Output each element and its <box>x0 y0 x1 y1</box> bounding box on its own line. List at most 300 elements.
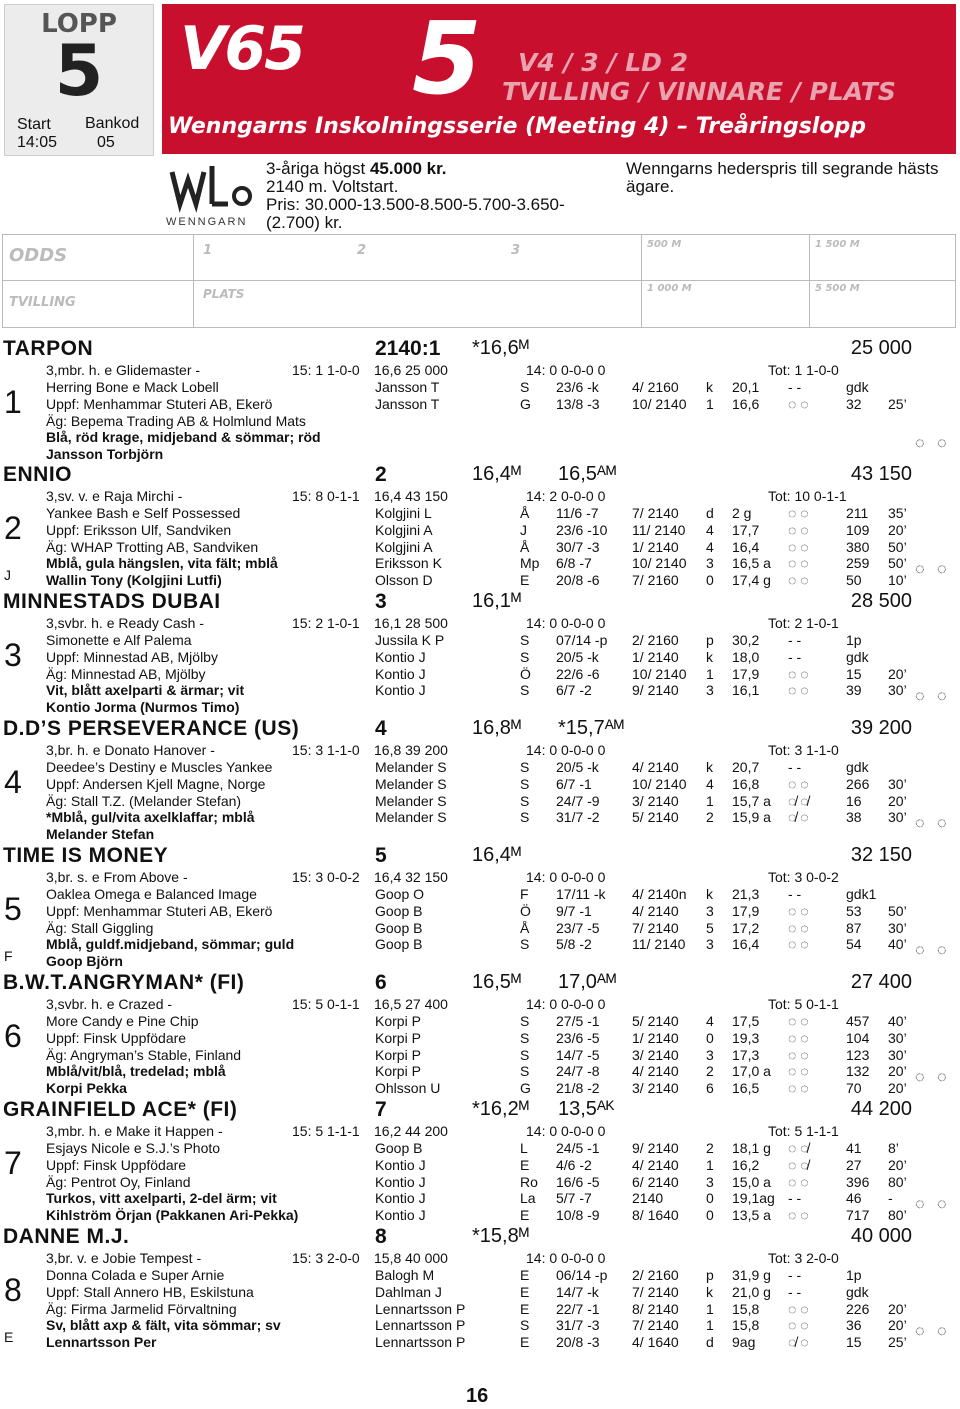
post-position: 4 <box>4 764 22 800</box>
plats-label: PLATS <box>203 287 245 301</box>
horse-record: *16,2ᴹ <box>472 1098 529 1120</box>
horse-record-2: *15,7ᴬᴹ <box>558 717 624 739</box>
race-big-number: 5 <box>412 0 482 117</box>
start-cc: ◌̸ ◌ <box>788 1334 809 1351</box>
post-letter: E <box>4 1329 14 1345</box>
race-title: Wenngarns Inskolningsserie (Meeting 4) – Treåringslopp <box>168 114 866 139</box>
start-trk: Å <box>520 538 530 555</box>
start-odds: 27 <box>846 1156 862 1173</box>
start-time: 15,7 a <box>732 792 771 809</box>
start-prize: 50’ <box>888 538 907 555</box>
horse-record: 16,5ᴹ <box>472 971 522 993</box>
start-trk: E <box>520 1207 530 1224</box>
horse-record: *16,6ᴹ <box>472 337 529 359</box>
stat-total: Tot: 5 1-1-1 <box>768 1123 839 1139</box>
game-tags: V4 / 3 / LD 2 <box>518 48 688 77</box>
start-res: p <box>706 1267 714 1283</box>
start-date: 9/7 -1 <box>556 902 592 919</box>
start-time: 31,9 g <box>732 1267 771 1283</box>
stat-2015: 15: 5 1-1-1 <box>292 1123 360 1139</box>
start-time: 16,8 <box>732 775 760 792</box>
horse-record: 16,1ᴹ <box>472 590 522 612</box>
horse-name: TARPON <box>3 337 94 360</box>
start-res: 1 <box>706 1317 714 1334</box>
start-pos: 3/ 2140 <box>632 1080 679 1097</box>
horse-pedigree: 3,br. h. e Donato Hanover - <box>46 742 215 758</box>
start-res: 5 <box>706 919 714 936</box>
start-pos: 9/ 2140 <box>632 682 679 699</box>
start-res: 2 <box>706 809 714 826</box>
start-res: 1 <box>706 395 714 412</box>
start-drv: Goop B <box>375 919 423 936</box>
wenngarn-logo-icon <box>166 160 258 214</box>
post-position: 8 <box>4 1272 22 1308</box>
start-odds: 380 <box>846 538 870 555</box>
start-time: 16,4 <box>732 538 760 555</box>
start-trk: S <box>520 936 530 953</box>
horse-entry <box>0 590 960 717</box>
race-number-box <box>4 4 154 156</box>
start-drv: Balogh M <box>375 1267 435 1283</box>
start-drv: Kontio J <box>375 1207 426 1224</box>
shoe-icon: ◌ ◌ <box>915 942 951 959</box>
start-odds: 211 <box>846 505 869 521</box>
start-pos: 2/ 2160 <box>632 1267 679 1283</box>
start-cc: ◌ ◌ <box>788 1080 809 1097</box>
m1500: 1 500 M <box>815 239 860 250</box>
start-trk: E <box>520 1283 530 1300</box>
start-time: 16,6 <box>732 395 760 412</box>
horse-detail-line: Uppf: Andersen Kjell Magne, Norge <box>46 775 266 792</box>
horse-record-2: 16,5ᴬᴹ <box>558 463 617 485</box>
start-res: d <box>706 505 714 521</box>
post-position: 7 <box>4 1145 22 1181</box>
start-drv: Lennartsson P <box>375 1317 466 1334</box>
horse-name: ENNIO <box>3 463 73 486</box>
start-cc: - - <box>788 759 802 775</box>
start-odds: gdk <box>846 379 869 395</box>
start-date: 30/7 -3 <box>556 538 600 555</box>
start-date: 24/7 -8 <box>556 1063 600 1080</box>
start-drv: Melander S <box>375 759 447 775</box>
start-res: 3 <box>706 555 714 572</box>
start-drv: Melander S <box>375 792 447 809</box>
horse-entry <box>0 463 960 590</box>
start-drv: Dahlman J <box>375 1283 442 1300</box>
start-drv: Goop B <box>375 936 423 953</box>
start-cc: ◌ ◌̸ <box>788 1140 809 1156</box>
stat-2015: 15: 3 1-1-0 <box>292 742 360 758</box>
start-prize: 20’ <box>888 1156 907 1173</box>
record-earnings: 16,1 28 500 <box>374 615 448 631</box>
start-drv: Kontio J <box>375 1190 426 1207</box>
start-res: k <box>706 759 713 775</box>
start-cc: ◌ ◌ <box>788 521 809 538</box>
start-odds: 15 <box>846 1334 862 1351</box>
start-trk: E <box>520 1334 530 1351</box>
start-prize: 20’ <box>888 792 907 809</box>
horse-pedigree: 3,mbr. h. e Make it Happen - <box>46 1123 223 1139</box>
start-res: d <box>706 1334 714 1351</box>
start-res: 0 <box>706 1207 714 1224</box>
start-res: 3 <box>706 902 714 919</box>
start-drv: Kontio J <box>375 1173 426 1190</box>
start-drv: Lennartsson P <box>375 1300 466 1317</box>
start-date: 23/6 -k <box>556 379 599 395</box>
start-drv: Goop B <box>375 902 423 919</box>
start-prize: 20’ <box>888 1317 907 1334</box>
start-odds: 32 <box>846 395 862 412</box>
stat-total: Tot: 2 1-0-1 <box>768 615 839 631</box>
start-drv: Melander S <box>375 809 447 826</box>
start-prize: 50’ <box>888 902 907 919</box>
horse-pedigree: 3,svbr. h. e Ready Cash - <box>46 615 204 631</box>
start-prize: 35’ <box>888 505 907 521</box>
stat-2014: 14: 0 0-0-0 0 <box>526 362 606 378</box>
horse-detail-line: Äg: Firma Jarmelid Förvaltning <box>46 1300 237 1317</box>
start-prize: 80’ <box>888 1207 907 1224</box>
start-odds: gdk <box>846 1283 869 1300</box>
horse-detail-line: Äg: WHAP Trotting AB, Sandviken <box>46 538 259 555</box>
horse-pedigree: 3,sv. v. e Raja Mirchi - <box>46 488 183 504</box>
start-pos: 4/ 2140n <box>632 886 687 902</box>
start-odds: 70 <box>846 1080 862 1097</box>
start-cc: ◌ ◌ <box>788 1173 809 1190</box>
start-pos: 11/ 2140 <box>632 521 686 538</box>
start-drv: Kontio J <box>375 665 426 682</box>
start-trk: S <box>520 792 530 809</box>
start-trk: F <box>520 886 529 902</box>
start-drv: Olsson D <box>375 572 433 589</box>
start-odds: 15 <box>846 665 862 682</box>
cond-prizes: Pris: 30.000-13.500-8.500-5.700-3.650- <box>266 195 565 214</box>
start-time: 17,9 <box>732 665 760 682</box>
start-trk: Ro <box>520 1173 538 1190</box>
horse-detail-line: Sv, blått axp & fält, vita sömmar; sv <box>46 1317 281 1334</box>
start-odds: 266 <box>846 775 870 792</box>
horse-detail-line: Esjays Nicole e S.J.’s Photo <box>46 1140 221 1156</box>
start-date: 5/8 -2 <box>556 936 592 953</box>
start-time: 14:05 <box>17 134 58 151</box>
horse-detail-line: Kontio Jorma (Nurmos Timo) <box>46 699 240 716</box>
start-prize: 20’ <box>888 521 907 538</box>
start-odds: 46 <box>846 1190 862 1207</box>
start-prize: 30’ <box>888 775 907 792</box>
horse-pedigree: 3,br. v. e Jobie Tempest - <box>46 1250 202 1266</box>
horse-record-2: 17,0ᴬᴹ <box>558 971 617 993</box>
start-time: 30,2 <box>732 632 760 648</box>
horse-distance: 2 <box>375 463 387 486</box>
start-trk: E <box>520 1300 530 1317</box>
start-cc: ◌ ◌ <box>788 902 809 919</box>
start-trk: S <box>520 1029 530 1046</box>
start-odds: gdk <box>846 759 869 775</box>
start-drv: Goop B <box>375 1140 423 1156</box>
start-trk: Mp <box>520 555 540 572</box>
horse-earnings: 44 200 <box>850 1098 912 1120</box>
start-res: 2 <box>706 1063 714 1080</box>
start-date: 10/8 -9 <box>556 1207 600 1224</box>
game-logo: V65 <box>180 14 304 84</box>
start-pos: 2140 <box>632 1190 664 1207</box>
start-odds: 104 <box>846 1029 870 1046</box>
start-cc: ◌ ◌ <box>788 572 809 589</box>
record-earnings: 16,6 25 000 <box>374 362 448 378</box>
start-prize: 20’ <box>888 665 907 682</box>
start-date: 23/6 -5 <box>556 1029 600 1046</box>
horse-name: MINNESTADS DUBAI <box>3 590 221 613</box>
start-time: 16,4 <box>732 936 760 953</box>
start-time: 16,5 <box>732 1080 760 1097</box>
horse-earnings: 27 400 <box>850 971 912 993</box>
cond-a: 3-åriga högst <box>266 159 370 178</box>
horse-detail-line: Kihlström Örjan (Pakkanen Ari-Pekka) <box>46 1207 299 1224</box>
start-time: 16,1 <box>732 682 760 699</box>
start-date: 06/14 -p <box>556 1267 608 1283</box>
start-res: k <box>706 648 713 665</box>
stat-total: Tot: 3 0-0-2 <box>768 869 839 885</box>
start-date: 21/8 -2 <box>556 1080 600 1097</box>
m1000: 1 000 M <box>647 283 692 294</box>
sponsor-logo <box>166 160 258 228</box>
start-time: 15,9 a <box>732 809 771 826</box>
start-res: 3 <box>706 1046 714 1063</box>
start-time: 17,7 <box>732 521 760 538</box>
odds-label: ODDS <box>9 245 68 266</box>
start-date: 11/6 -7 <box>556 505 599 521</box>
record-earnings: 16,4 43 150 <box>374 488 448 504</box>
start-pos: 4/ 2140 <box>632 759 679 775</box>
start-cc: ◌ ◌ <box>788 1317 809 1334</box>
start-date: 20/8 -6 <box>556 572 600 589</box>
start-trk: S <box>520 759 530 775</box>
stat-2014: 14: 0 0-0-0 0 <box>526 996 606 1012</box>
start-date: 23/7 -5 <box>556 919 600 936</box>
start-drv: Eriksson K <box>375 555 442 572</box>
horse-detail-line: Lennartsson Per <box>46 1334 157 1351</box>
horse-detail-line: Donna Colada e Super Arnie <box>46 1267 225 1283</box>
horse-detail-line: Uppf: Stall Annero HB, Eskilstuna <box>46 1283 254 1300</box>
start-odds: 226 <box>846 1300 870 1317</box>
horse-record: *15,8ᴹ <box>472 1225 529 1247</box>
start-res: 1 <box>706 1300 714 1317</box>
start-time: 16,5 a <box>732 555 771 572</box>
start-trk: Ö <box>520 665 531 682</box>
start-drv: Kolgjini L <box>375 505 432 521</box>
extra-prize: Wenngarns hederspris till segrande hästs ägare. <box>626 159 939 196</box>
start-prize: 50’ <box>888 555 907 572</box>
start-date: 6/7 -1 <box>556 775 592 792</box>
start-cc: - - <box>788 648 802 665</box>
horse-entry <box>0 971 960 1098</box>
start-cc: - - <box>788 379 802 395</box>
start-time: 15,8 <box>732 1317 760 1334</box>
start-odds: 36 <box>846 1317 862 1334</box>
start-res: 4 <box>706 521 714 538</box>
start-trk: S <box>520 682 530 699</box>
start-pos: 1/ 2140 <box>632 1029 679 1046</box>
start-odds: 109 <box>846 521 870 538</box>
start-date: 20/5 -k <box>556 648 599 665</box>
start-time: 20,1 <box>732 379 760 395</box>
start-odds: 457 <box>846 1013 870 1029</box>
start-trk: Ö <box>520 902 531 919</box>
horse-name: GRAINFIELD ACE* (FI) <box>3 1098 238 1121</box>
start-date: 20/8 -3 <box>556 1334 600 1351</box>
start-cc: - - <box>788 632 802 648</box>
start-odds: 259 <box>846 555 870 572</box>
start-drv: Jansson T <box>375 395 440 412</box>
start-res: k <box>706 886 713 902</box>
start-time: 20,7 <box>732 759 760 775</box>
start-pos: 2/ 2160 <box>632 632 679 648</box>
record-earnings: 16,8 39 200 <box>374 742 448 758</box>
start-time: 17,2 <box>732 919 760 936</box>
horse-detail-line: Uppf: Menhammar Stuteri AB, Ekerö <box>46 902 273 919</box>
horse-detail-line: Uppf: Finsk Uppfödare <box>46 1156 187 1173</box>
horse-entry <box>0 844 960 971</box>
start-drv: Ohlsson U <box>375 1080 441 1097</box>
horse-detail-line: Oaklea Omega e Balanced Image <box>46 886 257 902</box>
start-res: 1 <box>706 1156 714 1173</box>
start-date: 31/7 -2 <box>556 809 600 826</box>
start-cc: ◌ ◌ <box>788 919 809 936</box>
stat-2015: 15: 3 0-0-2 <box>292 869 360 885</box>
horse-record: 16,8ᴹ <box>472 717 522 739</box>
start-trk: Å <box>520 505 530 521</box>
horse-name: B.W.T.ANGRYMAN* (FI) <box>3 971 245 994</box>
start-pos: 4/ 2140 <box>632 1063 679 1080</box>
start-pos: 10/ 2140 <box>632 665 687 682</box>
start-cc: ◌ ◌ <box>788 1013 809 1029</box>
start-cc: ◌ ◌ <box>788 1207 809 1224</box>
start-res: 4 <box>706 1013 714 1029</box>
horse-distance: 7 <box>375 1098 387 1121</box>
start-prize: 10’ <box>888 572 907 589</box>
horse-detail-line: Mblå, gula hängslen, vita fält; mblå <box>46 555 278 572</box>
horse-detail-line: Korpi Pekka <box>46 1080 127 1097</box>
start-pos: 7/ 2140 <box>632 505 679 521</box>
start-date: 22/6 -6 <box>556 665 600 682</box>
start-odds: 53 <box>846 902 862 919</box>
start-trk: S <box>520 379 530 395</box>
start-odds: 717 <box>846 1207 870 1224</box>
start-trk: Å <box>520 919 530 936</box>
horse-entry <box>0 1225 960 1352</box>
shoe-icon: ◌ ◌ <box>915 1196 951 1213</box>
start-pos: 5/ 2140 <box>632 1013 679 1029</box>
start-time: 17,9 <box>732 902 760 919</box>
stat-total: Tot: 5 0-1-1 <box>768 996 839 1012</box>
start-time: 9ag <box>732 1334 756 1351</box>
horse-detail-line: Goop Björn <box>46 953 123 970</box>
start-time: 15,8 <box>732 1300 760 1317</box>
start-date: 20/5 -k <box>556 759 599 775</box>
cond-b: 45.000 kr. <box>369 159 447 178</box>
start-pos: 8/ 2140 <box>632 1300 679 1317</box>
start-trk: S <box>520 1063 530 1080</box>
start-time: 19,3 <box>732 1029 760 1046</box>
shoe-icon: ◌ ◌ <box>915 1069 951 1086</box>
stat-2015: 15: 8 0-1-1 <box>292 488 360 504</box>
start-cc: ◌ ◌ <box>788 682 809 699</box>
start-cc: ◌ ◌ <box>788 1063 809 1080</box>
start-cc: ◌ ◌ <box>788 936 809 953</box>
start-time: 18,1 g <box>732 1140 771 1156</box>
horse-entry <box>0 717 960 844</box>
start-cc: - - <box>788 1283 802 1300</box>
start-res: p <box>706 632 714 648</box>
horse-detail-line: Herring Bone e Mack Lobell <box>46 379 219 395</box>
horse-earnings: 28 500 <box>850 590 912 612</box>
post-position: 1 <box>4 384 22 420</box>
start-res: 1 <box>706 665 714 682</box>
start-time: 19,1ag <box>732 1190 775 1207</box>
start-date: 17/11 -k <box>556 886 606 902</box>
horse-detail-line: Wallin Tony (Kolgjini Lutfi) <box>46 572 222 589</box>
start-date: 24/5 -1 <box>556 1140 600 1156</box>
stat-2014: 14: 0 0-0-0 0 <box>526 1250 606 1266</box>
start-res: 0 <box>706 1190 714 1207</box>
horse-detail-line: *Mblå, gul/vita axelklaffar; mblå <box>46 809 255 826</box>
race-conditions <box>266 160 565 232</box>
horse-record: 16,4ᴹ <box>472 463 522 485</box>
horse-detail-line: More Candy e Pine Chip <box>46 1013 199 1029</box>
start-res: k <box>706 379 713 395</box>
horse-detail-line: Äg: Angryman’s Stable, Finland <box>46 1046 242 1063</box>
stat-2014: 14: 2 0-0-0 0 <box>526 488 606 504</box>
odds-table <box>2 234 956 328</box>
start-date: 07/14 -p <box>556 632 608 648</box>
start-date: 14/7 -k <box>556 1283 599 1300</box>
start-time: 17,5 <box>732 1013 760 1029</box>
start-prize: 25’ <box>888 395 907 412</box>
start-pos: 11/ 2140 <box>632 936 686 953</box>
stat-2015: 15: 3 2-0-0 <box>292 1250 360 1266</box>
horse-name: TIME IS MONEY <box>3 844 169 867</box>
start-odds: 123 <box>846 1046 870 1063</box>
start-trk: S <box>520 632 530 648</box>
start-label: Start <box>17 116 51 133</box>
start-res: 4 <box>706 775 714 792</box>
horse-distance: 8 <box>375 1225 387 1248</box>
start-prize: 30’ <box>888 682 907 699</box>
post-position: 3 <box>4 637 22 673</box>
start-time: 17,0 a <box>732 1063 771 1080</box>
start-prize: 30’ <box>888 809 907 826</box>
tvilling-label: TVILLING <box>9 295 76 310</box>
start-date: 22/7 -1 <box>556 1300 600 1317</box>
start-prize: 20’ <box>888 1063 907 1080</box>
start-date: 6/7 -2 <box>556 682 592 699</box>
horse-detail-line: Äg: Stall T.Z. (Melander Stefan) <box>46 792 242 809</box>
post-position: 6 <box>4 1018 22 1054</box>
start-trk: E <box>520 1156 530 1173</box>
horse-earnings: 39 200 <box>850 717 912 739</box>
start-odds: 132 <box>846 1063 870 1080</box>
horse-record: 16,4ᴹ <box>472 844 522 866</box>
horse-distance: 3 <box>375 590 387 613</box>
start-time: 21,0 g <box>732 1283 771 1300</box>
start-cc: - - <box>788 1190 802 1207</box>
m500: 500 M <box>647 239 682 250</box>
horse-detail-line: Deedee’s Destiny e Muscles Yankee <box>46 759 273 775</box>
start-trk: S <box>520 1013 530 1029</box>
horse-detail-line: Yankee Bash e Self Possessed <box>46 505 241 521</box>
start-cc: ◌ ◌ <box>788 775 809 792</box>
cond-distance: 2140 m. Voltstart. <box>266 177 399 196</box>
shoe-icon: ◌ ◌ <box>915 435 951 452</box>
